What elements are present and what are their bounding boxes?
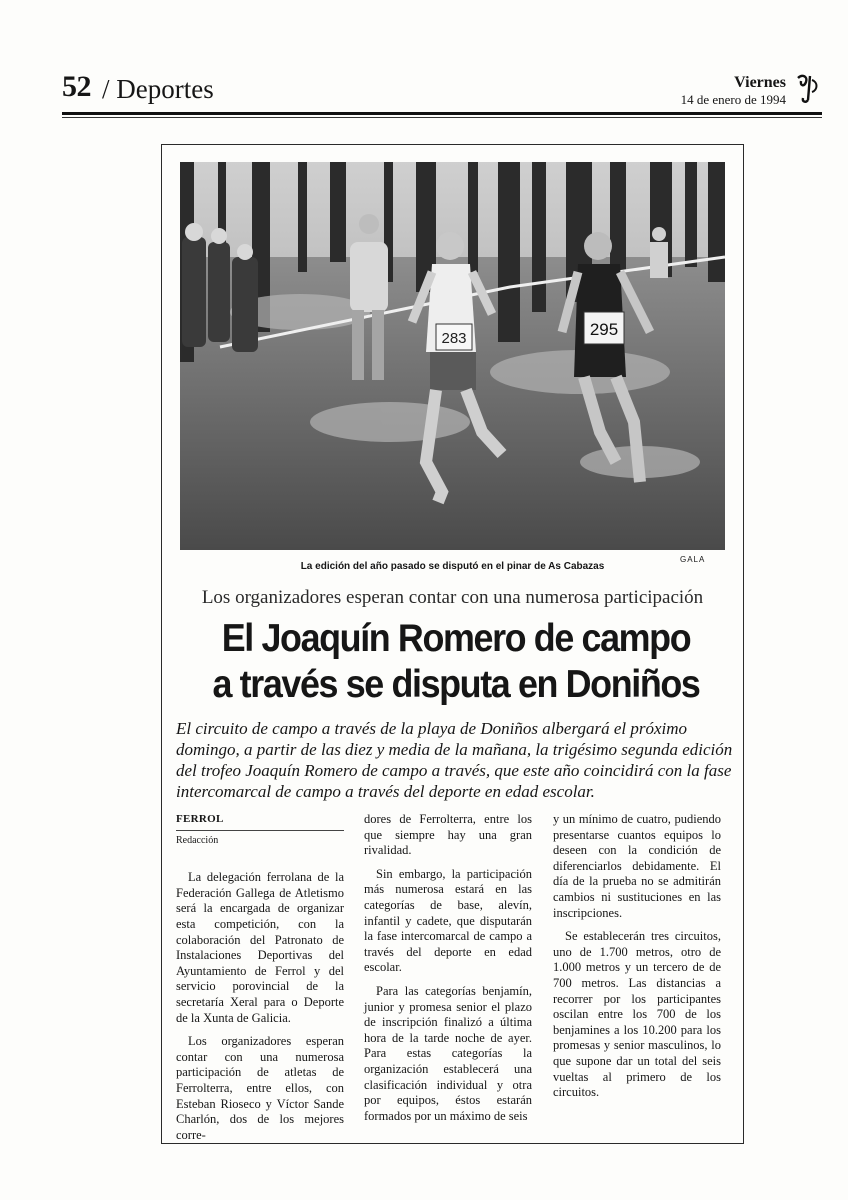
- paragraph: Se establecerán tres circuitos, uno de 1.700 metros, otro de 1.000 metros y un tercero de de 700 metros. Las distancias a recorrer por los participantes oscilan entre los 700 de los benjamines a los 10.200 para los promesas y senior masculinos, lo que supone dar un total del seis vueltas al primero de los circuitos.: [553, 929, 721, 1100]
- lead-paragraph: El circuito de campo a través de la playa de Doniños albergará el próximo domingo, a partir de las diez y media de la mañana, la trigésimo segunda edición del trofeo Joaquín Romero de campo a través, que este año coincidirá con la fase intercomarcal de campo a través del deporte en edad escolar.: [176, 719, 733, 801]
- bib-number-right: 295: [589, 320, 619, 339]
- section-title: / Deportes: [102, 74, 214, 104]
- race-photo-illustration: [180, 162, 725, 550]
- paragraph: Los organizadores esperan contar con una numerosa participación de atletas de Ferrolterra, entre ellos, con Esteban Rioseco y Víctor Sande Charlón, dos de los mejores corre-: [176, 1034, 344, 1142]
- headline-line-2: a través se disputa en Doniños: [212, 663, 700, 706]
- paragraph: dores de Ferrolterra, entre los que siempre hay una gran rivalidad.: [364, 812, 532, 858]
- weekday: Viernes: [734, 74, 786, 91]
- kicker: Los organizadores esperan contar con una numerosa participación: [201, 587, 704, 608]
- headline: [198, 616, 713, 708]
- byline-place: FERROL: [176, 812, 344, 831]
- paragraph: Para las categorías benjamín, junior y promesa senior el plazo de inscripción finalizó a última hora de la tarde noche de ayer. Para estas categorías la organización establecerá una clasificación individual y otra por equipos, éstos estarán formados por un máximo de seis: [364, 983, 532, 1123]
- header-rule: [62, 112, 822, 115]
- race-photo: [180, 162, 725, 550]
- photo-caption: La edición del año pasado se disputó en el pinar de As Cabazas: [300, 561, 605, 572]
- issue-date: 14 de enero de 1994: [680, 92, 786, 107]
- article-column-1: [176, 812, 344, 1143]
- article-column-2: [364, 812, 532, 1124]
- page-number: 52: [62, 70, 91, 103]
- header-rule-thin: [62, 117, 822, 118]
- paragraph: La delegación ferrolana de la Federación Gallega de Atletismo será la encargada de organizar esta competición, con la colaboración del Patronato de Instalaciones Deportivas del Ayuntamiento de Ferrol y del servicio porovincial de la secretaría Xeral para o Deporte de la Xunta de Galicia.: [176, 870, 344, 1025]
- bib-number-left: 283: [441, 330, 467, 347]
- byline-desk: Redacción: [176, 834, 219, 846]
- photo-credit: GALA: [680, 555, 706, 564]
- paragraph: y un mínimo de cuatro, pudiendo presentarse cuantos equipos lo deseen con la condición de diferenciarlos debidamente. El día de la prueba no se admitirán cambios ni sustituciones en las inscripciones.: [553, 812, 721, 920]
- paragraph: Sin embargo, la participación más numerosa estará en las categorías de base, alevín, infantil y cadete, que disputarán la fase intercomarcal de campo a través del deporte en edad escolar.: [364, 866, 532, 975]
- page-header: [62, 70, 822, 114]
- article-column-3: [553, 812, 721, 1101]
- headline-line-1: El Joaquín Romero de campo: [221, 617, 691, 660]
- masthead-logo-icon: [792, 72, 822, 104]
